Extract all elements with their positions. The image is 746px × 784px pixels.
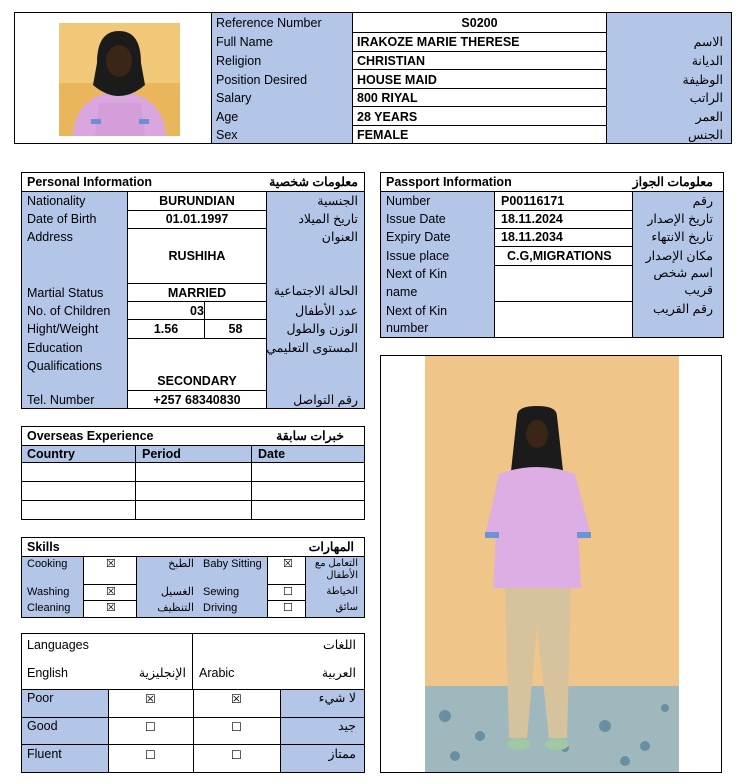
- skill-cleaning-ar: التنظيف: [157, 602, 194, 614]
- kin-number-label-2: number: [386, 321, 429, 335]
- position-ar: الوظيفة: [682, 73, 723, 87]
- marital-label: Martial Status: [27, 286, 104, 300]
- dob-label: Date of Birth: [27, 212, 97, 226]
- passport-title-ar: معلومات الجواز: [632, 175, 713, 189]
- children-value: 03: [190, 304, 204, 318]
- issue-place-ar: مكان الإصدار: [645, 249, 713, 263]
- skill-baby-ar-1: التعامل مع: [314, 558, 358, 569]
- skills-title-ar: المهارات: [308, 540, 354, 554]
- kin-name-label-1: Next of Kin: [386, 267, 448, 281]
- issue-place-label: Issue place: [386, 249, 450, 263]
- marital-value: MARRIED: [167, 286, 227, 300]
- skill-driving-label: Driving: [203, 602, 238, 614]
- skills-title: Skills: [27, 540, 60, 554]
- sex-value: FEMALE: [357, 128, 409, 142]
- expiry-date-value: 18.11.2034: [501, 230, 563, 244]
- personal-info-block: [21, 172, 365, 409]
- passport-title: Passport Information: [386, 175, 512, 189]
- overseas-col-period: Period: [142, 447, 181, 461]
- skill-cleaning-label: Cleaning: [27, 602, 71, 614]
- languages-title: Languages: [27, 638, 89, 652]
- lang-arabic-label: Arabic: [199, 666, 235, 680]
- lang-fluent-ar: ممتاز: [328, 747, 356, 761]
- skill-cooking-label: Cooking: [27, 558, 68, 570]
- overseas-title-ar: خبرات سابقة: [276, 429, 344, 443]
- religion-value: CHRISTIAN: [357, 54, 426, 68]
- sex-label: Sex: [216, 128, 238, 142]
- tel-ar: رقم التواصل: [293, 393, 358, 407]
- lang-poor-ar: لا شيء: [318, 691, 356, 705]
- weight-value: 58: [228, 322, 243, 336]
- dob-value: 01.01.1997: [165, 212, 229, 226]
- skill-sewing-label: Sewing: [203, 586, 240, 598]
- salary-value: 800 RIYAL: [357, 91, 418, 105]
- lang-english-ar: الإنجليزية: [138, 666, 186, 680]
- edu-label-1: Education: [27, 341, 83, 355]
- dob-ar: تاريخ الميلاد: [298, 212, 358, 226]
- address-label: Address: [27, 230, 73, 244]
- hw-label: Hight/Weight: [27, 322, 99, 336]
- ref-value: S0200: [461, 16, 498, 30]
- nationality-ar: الجنسية: [317, 194, 358, 208]
- skill-cooking-checkbox[interactable]: ☒: [106, 558, 116, 570]
- nationality-value: BURUNDIAN: [159, 194, 235, 208]
- children-ar: عدد الأطفال: [295, 304, 358, 318]
- lang-poor-english-checkbox[interactable]: ☒: [145, 692, 156, 706]
- overseas-col-country: Country: [27, 447, 75, 461]
- marital-ar: الحالة الاجتماعية: [273, 284, 358, 298]
- lang-fluent-arabic-checkbox[interactable]: ☐: [231, 748, 242, 762]
- lang-poor-label: Poor: [27, 691, 54, 705]
- religion-label: Religion: [216, 54, 262, 68]
- lang-fluent-label: Fluent: [27, 747, 62, 761]
- nationality-label: Nationality: [27, 194, 86, 208]
- name-ar: الاسم: [693, 35, 723, 49]
- full-body-photo: [425, 356, 679, 772]
- lang-english-label: English: [27, 666, 68, 680]
- tel-label: Tel. Number: [27, 393, 95, 407]
- skill-washing-ar: الغسيل: [160, 586, 194, 598]
- name-label: Full Name: [216, 35, 273, 49]
- header-block: [14, 12, 732, 144]
- address-ar: العنوان: [321, 230, 358, 244]
- children-label: No. of Children: [27, 304, 111, 318]
- lang-good-ar: جيد: [337, 719, 356, 733]
- skill-washing-checkbox[interactable]: ☒: [106, 586, 116, 598]
- full-photo-frame: [380, 355, 722, 773]
- age-label: Age: [216, 110, 239, 124]
- kin-name-label-2: name: [386, 285, 418, 299]
- salary-label: Salary: [216, 91, 252, 105]
- address-value: RUSHIHA: [168, 249, 226, 263]
- position-value: HOUSE MAID: [357, 73, 437, 87]
- issue-place-value: C.G,MIGRATIONS: [507, 249, 612, 263]
- skill-sewing-ar: الخياطة: [326, 586, 358, 597]
- expiry-date-label: Expiry Date: [386, 230, 451, 244]
- skill-baby-checkbox[interactable]: ☒: [283, 558, 293, 570]
- passport-info-block: [380, 172, 724, 338]
- height-value: 1.56: [153, 322, 179, 336]
- kin-name-ar-2: قريب: [684, 283, 713, 297]
- issue-date-ar: تاريخ الإصدار: [647, 212, 713, 226]
- lang-poor-arabic-checkbox[interactable]: ☒: [231, 692, 242, 706]
- edu-label-2: Qualifications: [27, 359, 103, 373]
- skill-sewing-checkbox[interactable]: ☐: [283, 586, 293, 598]
- kin-name-ar-1: اسم شخص: [653, 266, 713, 280]
- skill-baby-ar-2: الأطفال: [326, 570, 358, 581]
- kin-number-ar: رقم القريب: [652, 302, 713, 316]
- skill-cooking-ar: الطبخ: [168, 558, 194, 570]
- overseas-block: [21, 426, 365, 520]
- overseas-col-date: Date: [258, 447, 286, 461]
- name-value: IRAKOZE MARIE THERESE: [357, 35, 520, 49]
- skill-driving-ar: سائق: [335, 602, 358, 613]
- edu-value: SECONDARY: [157, 374, 237, 388]
- kin-number-label-1: Next of Kin: [386, 304, 448, 318]
- age-ar: العمر: [695, 110, 723, 124]
- sex-ar: الجنس: [687, 128, 723, 142]
- languages-title-ar: اللغات: [322, 638, 356, 652]
- position-label: Position Desired: [216, 73, 308, 87]
- passport-number-value: P00116171: [501, 194, 565, 208]
- skill-baby-label: Baby Sitting: [203, 558, 262, 570]
- languages-block: [21, 633, 365, 773]
- salary-ar: الراتب: [689, 91, 723, 105]
- passport-number-ar: رقم: [692, 194, 713, 208]
- lang-good-label: Good: [27, 719, 58, 733]
- skill-washing-label: Washing: [27, 586, 70, 598]
- portrait-photo: [59, 23, 180, 136]
- lang-fluent-english-checkbox[interactable]: ☐: [145, 748, 156, 762]
- hw-ar: الوزن والطول: [286, 322, 358, 336]
- personal-title-ar: معلومات شخصية: [269, 175, 358, 189]
- lang-good-arabic-checkbox[interactable]: ☐: [231, 720, 242, 734]
- lang-arabic-ar: العربية: [321, 666, 356, 680]
- issue-date-label: Issue Date: [386, 212, 446, 226]
- age-value: 28 YEARS: [357, 110, 418, 124]
- expiry-date-ar: تاريخ الانتهاء: [651, 230, 713, 244]
- ref-label: Reference Number: [216, 16, 322, 30]
- passport-number-label: Number: [386, 194, 431, 208]
- issue-date-value: 18.11.2024: [501, 212, 563, 226]
- skills-block: [21, 537, 365, 618]
- edu-ar: المستوى التعليمي: [266, 341, 358, 355]
- overseas-title: Overseas Experience: [27, 429, 154, 443]
- skill-driving-checkbox[interactable]: ☐: [283, 602, 293, 614]
- religion-ar: الديانة: [691, 54, 723, 68]
- lang-good-english-checkbox[interactable]: ☐: [145, 720, 156, 734]
- skill-cleaning-checkbox[interactable]: ☒: [106, 602, 116, 614]
- personal-title: Personal Information: [27, 175, 153, 189]
- tel-value: +257 68340830: [153, 393, 241, 407]
